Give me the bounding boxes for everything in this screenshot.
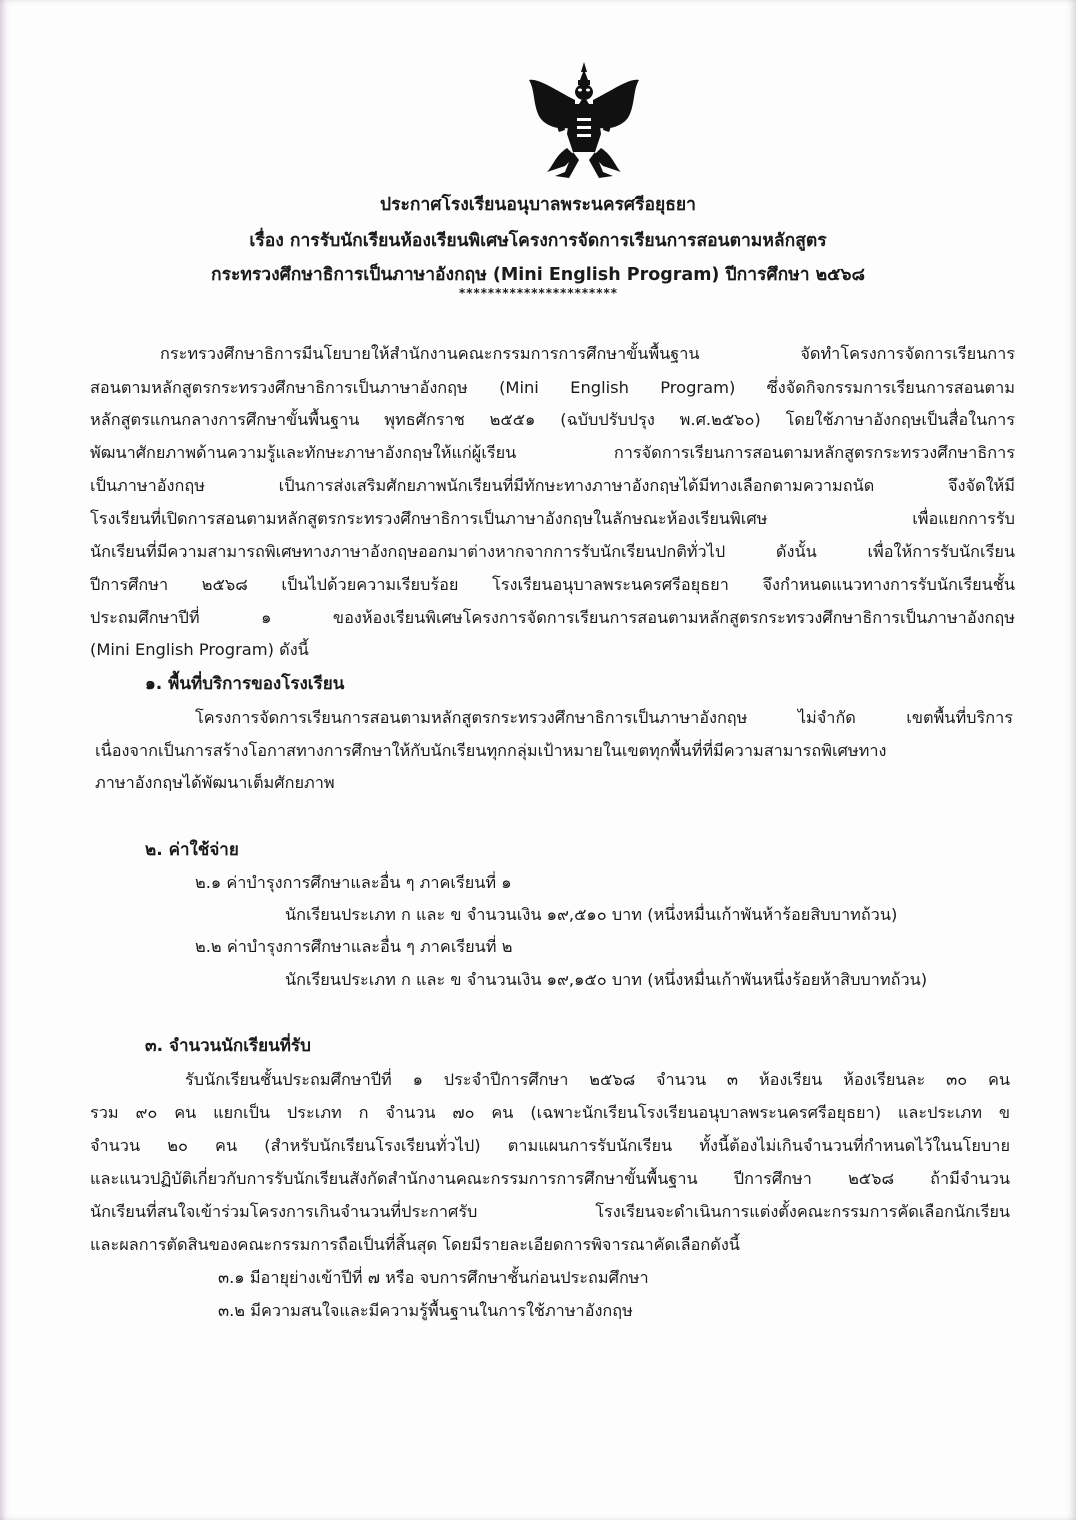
divider-stars: ********************** [458, 286, 618, 300]
fee-item-1-detail: นักเรียนประเภท ก และ ข จำนวนเงิน ๑๙,๕๑๐ บาท (หนึ่งหมื่นเก้าพันห้าร้อยสิบบาทถ้วน) [285, 905, 898, 924]
section-2-heading: ๒. ค่าใช้จ่าย [145, 840, 239, 860]
announcement-subject-cont: กระทรวงศึกษาธิการเป็นภาษาอังกฤษ (Mini English Program) ปีการศึกษา ๒๕๖๘ [210, 265, 866, 285]
criteria-item-1: ๓.๑ มีอายุย่างเข้าปีที่ ๗ หรือ จบการศึกษาชั้นก่อนประถมศึกษา [218, 1268, 649, 1287]
intro-line: กระทรวงศึกษาธิการมีนโยบายให้สำนักงานคณะกรรมการการศึกษาขั้นพื้นฐาน จัดทำโครงการจัดการเรียนการ [160, 344, 1015, 363]
section-3-line: นักเรียนที่สนใจเข้าร่วมโครงการเกินจำนวนที่ประกาศรับ โรงเรียนจะดำเนินการแต่งตั้งคณะกรรมการคัดเลือกนักเรียน [90, 1202, 1010, 1221]
section-1-line: ภาษาอังกฤษได้พัฒนาเต็มศักยภาพ [95, 773, 335, 792]
fee-item-1: ๒.๑ ค่าบำรุงการศึกษาและอื่น ๆ ภาคเรียนที่ ๑ [195, 873, 512, 892]
garuda-emblem-icon [525, 60, 643, 182]
announcement-title: ประกาศโรงเรียนอนุบาลพระนครศรีอยุธยา [380, 195, 696, 215]
intro-line: (Mini English Program) ดังนี้ [90, 640, 309, 659]
section-3-line: รับนักเรียนชั้นประถมศึกษาปีที่ ๑ ประจำปีการศึกษา ๒๕๖๘ จำนวน ๓ ห้องเรียน ห้องเรียนละ ๓๐ คน [185, 1070, 1010, 1089]
intro-line: เป็นภาษาอังกฤษ เป็นการส่งเสริมศักยภาพนักเรียนที่มีทักษะทางภาษาอังกฤษได้มีทางเลือกตามความถนัด จึงจัดให้มี [90, 476, 1015, 495]
announcement-subject: เรื่อง การรับนักเรียนห้องเรียนพิเศษโครงการจัดการเรียนการสอนตามหลักสูตร [249, 231, 827, 251]
intro-line: พัฒนาศักยภาพด้านความรู้และทักษะภาษาอังกฤษให้แก่ผู้เรียน การจัดการเรียนการสอนตามหลักสูตรกระทรวงศึกษาธิการ [90, 443, 1015, 462]
section-3-line: จำนวน ๒๐ คน (สำหรับนักเรียนโรงเรียนทั่วไป) ตามแผนการรับนักเรียน ทั้งนี้ต้องไม่เกินจำนวนที่กำหนดไว้ในนโยบาย [90, 1136, 1010, 1155]
intro-line: ประถมศึกษาปีที่ ๑ ของห้องเรียนพิเศษโครงการจัดการเรียนการสอนตามหลักสูตรกระทรวงศึกษาธิการเป็นภาษาอังกฤษ [90, 608, 1015, 627]
intro-line: ปีการศึกษา ๒๕๖๘ เป็นไปด้วยความเรียบร้อย โรงเรียนอนุบาลพระนครศรีอยุธยา จึงกำหนดแนวทางการรับนักเรียนชั้น [90, 575, 1015, 594]
intro-line: หลักสูตรแกนกลางการศึกษาขั้นพื้นฐาน พุทธศักราช ๒๕๕๑ (ฉบับปรับปรุง พ.ศ.๒๕๖๐) โดยใช้ภาษาอังกฤษเป็นสื่อในการ [90, 410, 1015, 429]
section-3-line: รวม ๙๐ คน แยกเป็น ประเภท ก จำนวน ๗๐ คน (เฉพาะนักเรียนโรงเรียนอนุบาลพระนครศรีอยุธยา) และประเภท ข [90, 1103, 1010, 1122]
intro-line: สอนตามหลักสูตรกระทรวงศึกษาธิการเป็นภาษาอังกฤษ (Mini English Program) ซึ่งจัดกิจกรรมการเรียนการสอนตาม [90, 378, 1015, 397]
fee-item-2: ๒.๒ ค่าบำรุงการศึกษาและอื่น ๆ ภาคเรียนที่ ๒ [195, 937, 513, 956]
section-1-line: เนื่องจากเป็นการสร้างโอกาสทางการศึกษาให้กับนักเรียนทุกกลุ่มเป้าหมายในเขตทุกพื้นที่ที่มีความสามารถพิเศษทาง [95, 741, 887, 760]
intro-line: โรงเรียนที่เปิดการสอนตามหลักสูตรกระทรวงศึกษาธิการเป็นภาษาอังกฤษในลักษณะห้องเรียนพิเศษ เพื่อแยกการรับ [90, 509, 1015, 528]
section-3-line: และผลการตัดสินของคณะกรรมการถือเป็นที่สิ้นสุด โดยมีรายละเอียดการพิจารณาคัดเลือกดังนี้ [90, 1235, 740, 1254]
intro-line: นักเรียนที่มีความสามารถพิเศษทางภาษาอังกฤษออกมาต่างหากจากการรับนักเรียนปกติทั่วไป ดังนั้น เพื่อให้การรับนักเรียน [90, 542, 1015, 561]
section-1-line: โครงการจัดการเรียนการสอนตามหลักสูตรกระทรวงศึกษาธิการเป็นภาษาอังกฤษ ไม่จำกัด เขตพื้นที่บริการ [195, 708, 1013, 727]
fee-item-2-detail: นักเรียนประเภท ก และ ข จำนวนเงิน ๑๙,๑๕๐ บาท (หนึ่งหมื่นเก้าพันหนึ่งร้อยห้าสิบบาทถ้วน) [285, 970, 928, 989]
section-3-line: และแนวปฏิบัติเกี่ยวกับการรับนักเรียนสังกัดสำนักงานคณะกรรมการการศึกษาขั้นพื้นฐาน ปีการศึกษา ๒๕๖๘ ถ้ามีจำนวน [90, 1169, 1010, 1188]
section-1-heading: ๑. พื้นที่บริการของโรงเรียน [145, 674, 345, 694]
section-3-heading: ๓. จำนวนนักเรียนที่รับ [145, 1036, 311, 1056]
criteria-item-2: ๓.๒ มีความสนใจและมีความรู้พื้นฐานในการใช้ภาษาอังกฤษ [218, 1301, 633, 1320]
